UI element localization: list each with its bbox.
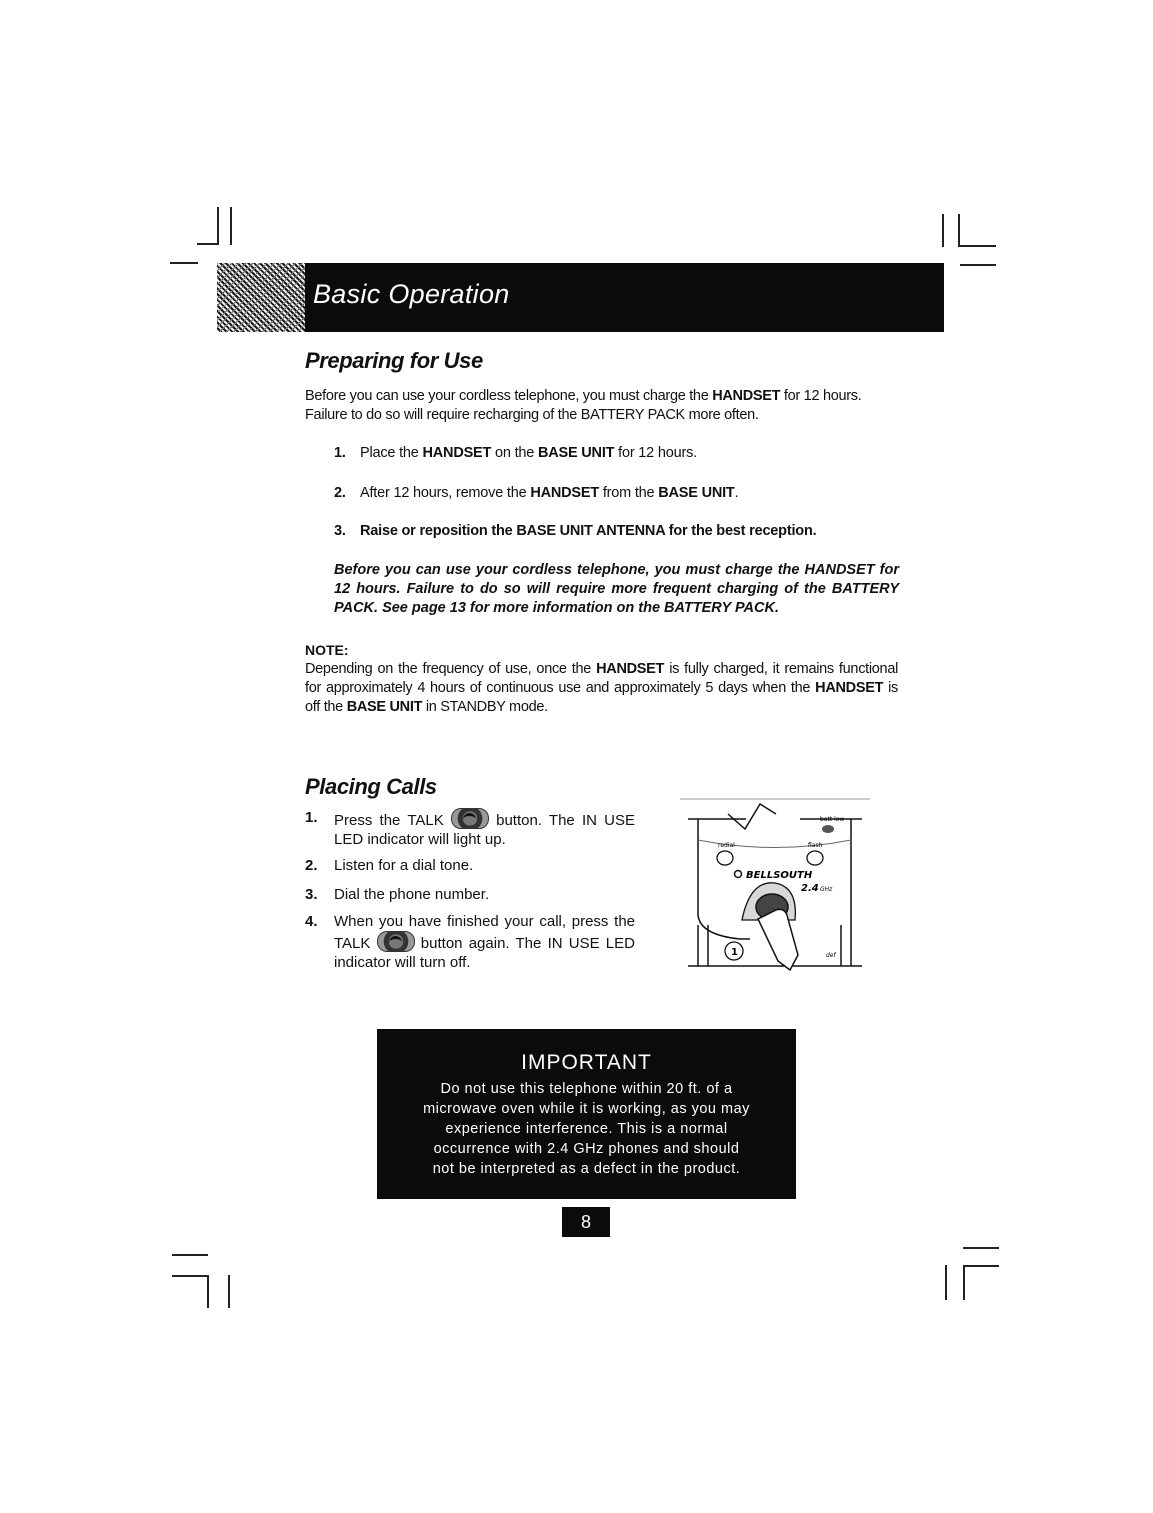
flash-button — [807, 851, 823, 865]
important-body — [402, 1079, 772, 1179]
crop-mark-top-left-h2 — [170, 262, 198, 264]
section-header-bar — [217, 263, 944, 332]
redial-button — [717, 851, 733, 865]
batt-low-label: batt low — [820, 816, 845, 823]
crop-mark-bottom-right-v1 — [945, 1265, 947, 1300]
header-pattern — [217, 263, 305, 332]
brand-logo-icon — [735, 871, 742, 878]
crop-mark-bottom-right-v2 — [963, 1265, 965, 1300]
step-number: 3. — [334, 523, 346, 539]
crop-mark-bottom-left-h — [172, 1254, 208, 1256]
step-text: Listen for a dial tone. — [334, 857, 474, 874]
placing-title: Placing Calls — [305, 774, 437, 799]
freq-label: 2.4 — [801, 883, 819, 894]
step-text: Dial the phone number. — [334, 886, 490, 903]
step-number: 1. — [334, 445, 346, 461]
step-text: button again. The IN USE LED indicator will turn off. — [334, 935, 635, 971]
header-title: Basic Operation — [313, 279, 510, 309]
step-number: 2. — [334, 485, 346, 501]
batt-low-led — [822, 825, 834, 833]
important-line: microwave oven while it is working, as you may — [423, 1101, 750, 1117]
note-text: is off the — [305, 680, 898, 715]
important-line: Do not use this telephone within 20 ft. of a — [440, 1081, 733, 1097]
key-def-label: def — [826, 952, 836, 959]
intro-text-2: Failure to do so will require recharging of the BATTERY PACK more often. — [305, 407, 759, 423]
crop-mark-top-right-v2 — [958, 214, 960, 247]
crop-mark-top-right-h — [958, 245, 996, 247]
important-notice-box — [377, 1029, 796, 1199]
step-text-wrap — [334, 912, 635, 972]
intro-text-1b: HANDSET — [712, 388, 781, 404]
talk-button-icon — [451, 808, 489, 829]
note-body — [305, 660, 898, 717]
prep-step-1 — [334, 444, 697, 463]
step-text: on the — [491, 445, 538, 461]
note-text: is fully charged, it remains functional for approximately 4 hours of continuous use and approximately 5 days when the — [305, 661, 899, 696]
place-step-2 — [305, 856, 635, 875]
crop-mark-top-right-h2 — [960, 264, 996, 266]
place-step-1 — [305, 808, 635, 849]
step-number: 1. — [305, 809, 318, 826]
crop-mark-top-left-h — [197, 243, 219, 245]
preparing-title: Preparing for Use — [305, 348, 483, 373]
step-text: When you have finished your call, press the TALK — [334, 913, 635, 952]
talk-button-icon — [377, 931, 415, 952]
brand-label: BELLSOUTH — [746, 870, 813, 881]
charge-warning: Before you can use your cordless telephone, you must charge the HANDSET for 12 hours. Failure to do so will require more frequent charging of the BATTERY PACK. See page 13 for more information on the BATTERY PACK. — [334, 562, 899, 616]
step-text: Press the TALK — [334, 812, 451, 829]
place-step-4 — [305, 912, 635, 972]
important-title: IMPORTANT — [521, 1051, 652, 1074]
prep-step-2 — [334, 484, 738, 503]
note-text-bold: BASE UNIT — [346, 699, 423, 715]
crop-mark-bottom-left-v2 — [228, 1275, 230, 1308]
step-text: button. The IN USE LED indicator will light up. — [334, 812, 635, 848]
note-label: NOTE: — [305, 642, 349, 658]
page-number: 8 — [562, 1207, 610, 1237]
note-text: Depending on the frequency of use, once the — [305, 661, 597, 677]
crop-mark-bottom-left-h2 — [172, 1275, 208, 1277]
prep-step-3 — [334, 522, 816, 541]
intro-text-1c: for 12 hours. — [780, 388, 862, 404]
step-text-bold: BASE UNIT — [537, 445, 615, 461]
step-number: 2. — [305, 857, 318, 874]
intro-text-1a: Before you can use your cordless telephone, you must charge the — [305, 388, 713, 404]
step-text: from the — [599, 485, 659, 501]
freq-unit-label: GHz — [820, 886, 833, 893]
step-text: After 12 hours, remove the — [360, 485, 531, 501]
step-text: Place the — [360, 445, 423, 461]
important-line: not be interpreted as a defect in the product. — [432, 1161, 741, 1177]
step-number: 3. — [305, 886, 318, 903]
handset-illustration — [680, 795, 870, 990]
step-text: Raise or reposition the BASE UNIT ANTENNA for the best reception. — [360, 523, 817, 539]
important-line: experience interference. This is a normal — [445, 1121, 728, 1137]
note-text-bold: HANDSET — [596, 661, 665, 677]
crop-mark-bottom-left-v1 — [207, 1275, 209, 1308]
step-text-wrap — [334, 808, 635, 849]
crop-mark-bottom-right-h2 — [963, 1265, 999, 1267]
crop-mark-top-left-v1 — [217, 207, 219, 245]
redial-label: redial — [718, 842, 735, 849]
crop-mark-top-left-v2 — [230, 207, 232, 245]
important-line: occurrence with 2.4 GHz phones and should — [433, 1141, 740, 1157]
note-text-bold: HANDSET — [815, 680, 884, 696]
step-text-bold: HANDSET — [530, 485, 599, 501]
key-1-label: 1 — [731, 947, 738, 958]
flash-label: flash — [808, 842, 823, 849]
step-text-bold: BASE UNIT — [658, 485, 735, 501]
step-number: 4. — [305, 913, 318, 930]
step-text: . — [734, 485, 739, 501]
preparing-intro — [305, 387, 905, 425]
step-text-bold: HANDSET — [422, 445, 492, 461]
place-step-3 — [305, 885, 635, 904]
crop-mark-top-right-v1 — [942, 214, 944, 247]
crop-mark-bottom-right-h — [963, 1247, 999, 1249]
note-text: in STANDBY mode. — [422, 699, 548, 715]
step-text: for 12 hours. — [614, 445, 697, 461]
